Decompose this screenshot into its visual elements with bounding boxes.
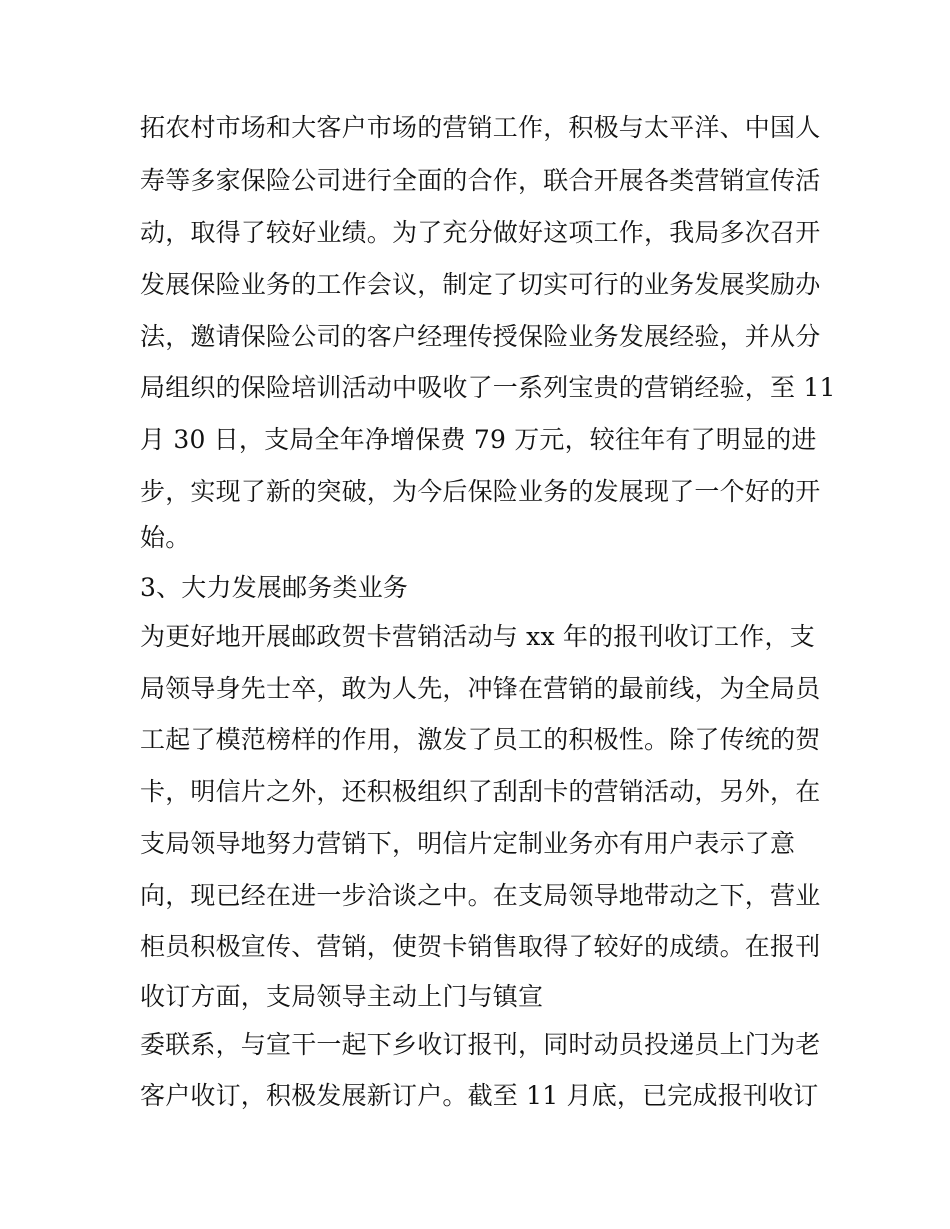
text-line: 法，邀请保险公司的客户经理传授保险业务发展经验，并从分 [140,322,821,351]
text-line: 发展保险业务的工作会议，制定了切实可行的业务发展奖励办 [140,270,821,299]
text-line: 步，实现了新的突破，为今后保险业务的发展现了一个好的开 [140,477,821,506]
text-line: 局领导身先士卒，敢为人先，冲锋在营销的最前线，为全局员 [140,674,821,703]
text-line: 柜员积极宣传、营销，使贺卡销售取得了较好的成绩。在报刊 [140,932,821,961]
text-line: 为更好地开展邮政贺卡营销活动与 xx 年的报刊收订工作，支 [140,622,815,651]
text-line: 客户收订，积极发展新订户。截至 11 月底，已完成报刊收订 [140,1081,819,1110]
text-line: 局组织的保险培训活动中吸收了一系列宝贵的营销经验，至 11 [140,373,836,402]
text-line: 月 30 日，支局全年净增保费 79 万元，较往年有了明显的进 [140,425,817,454]
text-line: 拓农村市场和大客户市场的营销工作，积极与太平洋、中国人 [140,113,821,142]
text-line: 寿等多家保险公司进行全面的合作，联合开展各类营销宣传活 [140,166,821,195]
text-line: 始。 [140,523,191,552]
section-heading: 3、大力发展邮务类业务 [140,573,409,602]
text-line: 委联系，与宣干一起下乡收订报刊，同时动员投递员上门为老 [140,1030,821,1059]
text-line: 支局领导地努力营销下，明信片定制业务亦有用户表示了意 [140,829,796,858]
text-line: 收订方面，支局领导主动上门与镇宣 [140,982,544,1011]
text-line: 动，取得了较好业绩。为了充分做好这项工作，我局多次召开 [140,218,821,247]
text-line: 向，现已经在进一步洽谈之中。在支局领导地带动之下，营业 [140,881,821,910]
text-line: 工起了模范榜样的作用，激发了员工的积极性。除了传统的贺 [140,725,821,754]
text-line: 卡，明信片之外，还积极组织了刮刮卡的营销活动，另外，在 [140,777,821,806]
